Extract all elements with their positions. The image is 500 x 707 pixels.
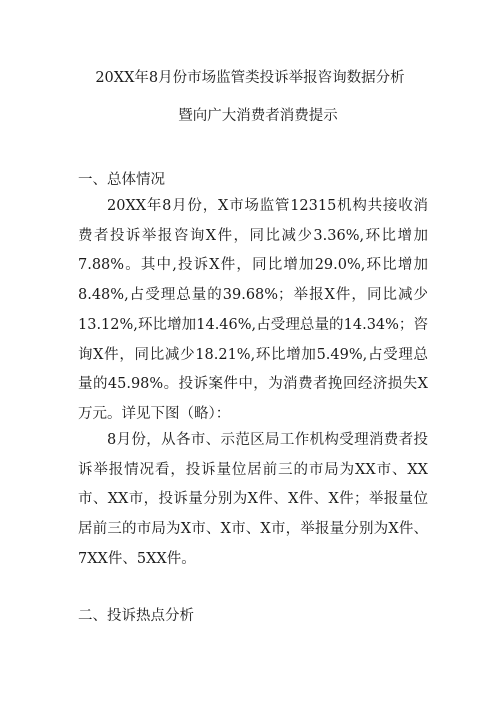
- document-title-line-2: 暨向广大消费者消费提示: [178, 108, 338, 124]
- document-title-line-1: 20XX年8月份市场监管类投诉举报咨询数据分析: [95, 70, 405, 86]
- section-heading-hotspots: 二、投诉热点分析: [78, 608, 194, 624]
- section-heading-overview: 一、总体情况: [78, 172, 165, 188]
- paragraph-regional-breakdown: 8月份，从各市、示范区局工作机构受理消费者投诉举报情况看，投诉量位居前三的市局为XX市、XX市、XX市，投诉量分别为X件、X件、X件；举报量位居前三的市局为X市、X市、X市，举报量分别为X件、7XX件、5XX件。: [78, 432, 428, 567]
- paragraph-overview-summary: 20XX年8月份，X市场监管12315机构共接收消费者投诉举报咨询X件，同比减少3.36%,环比增加7.88%。其中,投诉X件，同比增加29.0%,环比增加8.48%,占受理总量的39.68%；举报X件，同比减少13.12%,环比增加14.46%,占受理总量的14.34%；咨询X件，同比减少18.21%,环比增加5.49%,占受理总量的45.98%。投诉案件中，为消费者挽回经济损失X万元。详见下图（略）：: [78, 198, 428, 422]
